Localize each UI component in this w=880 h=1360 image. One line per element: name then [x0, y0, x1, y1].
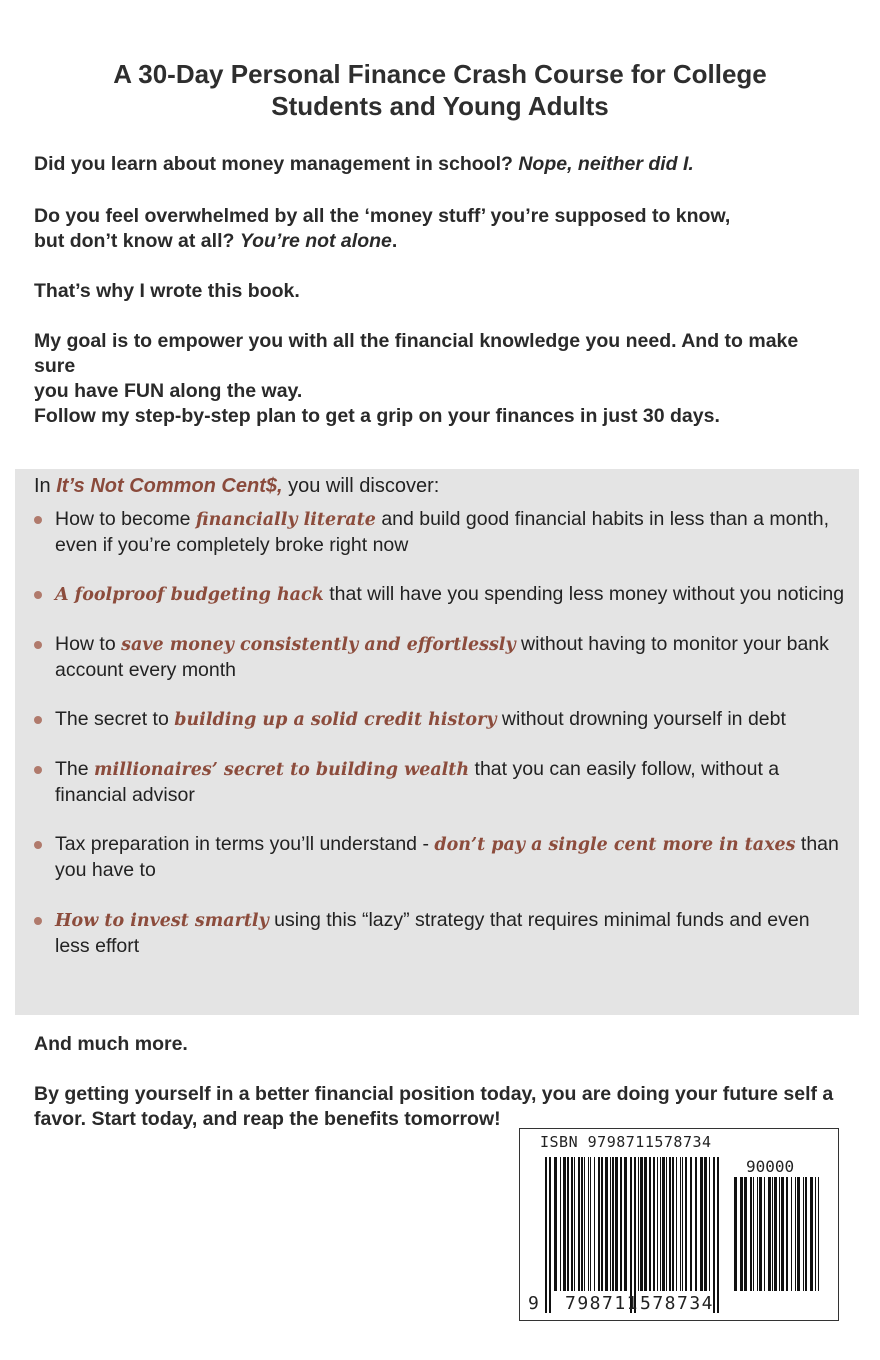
bullet-dot-icon: [34, 841, 42, 849]
intro-paragraph-3: That’s why I wrote this book.: [34, 280, 300, 302]
barcode-bar: [685, 1157, 687, 1291]
barcode-bar: [700, 1157, 703, 1291]
barcode-guard-bar: [717, 1157, 719, 1313]
barcode-bar: [709, 1157, 710, 1291]
bullet-dot-icon: [34, 917, 42, 925]
barcode-bar: [781, 1177, 784, 1291]
barcode-bar: [772, 1177, 773, 1291]
barcode-bar: [620, 1157, 622, 1291]
intro-paragraph-4: My goal is to empower you with all the financial knowledge you need. And to make sure you have FUN along the way.: [34, 330, 799, 402]
bullet-item: The millionaires’ secret to building wealth that you can easily follow, without a financial advisor: [34, 757, 849, 808]
barcode-bar: [818, 1177, 819, 1291]
barcode-bar: [560, 1157, 561, 1291]
barcode-digit-first: 9: [528, 1293, 541, 1314]
barcode-bar: [682, 1157, 683, 1291]
barcode-bar: [598, 1157, 600, 1291]
barcode-bar: [695, 1157, 697, 1291]
barcode-bars: [520, 1129, 838, 1320]
barcode-bar: [786, 1177, 788, 1291]
barcode-bar: [803, 1177, 804, 1291]
barcode-bar: [666, 1157, 667, 1291]
barcode-bar: [578, 1157, 580, 1291]
barcode-guard-bar: [713, 1157, 715, 1313]
barcode-bar: [574, 1157, 575, 1291]
barcode-guard-bar: [634, 1157, 636, 1313]
barcode-bar: [662, 1157, 665, 1291]
barcode-bar: [795, 1177, 796, 1291]
barcode-bar: [753, 1177, 754, 1291]
intro-paragraph-2: Do you feel overwhelmed by all the ‘money stuff’ you’re supposed to know, but don’t know at all? You’re not alone.: [34, 205, 731, 252]
barcode-bar: [612, 1157, 614, 1291]
barcode-guard-bar: [630, 1157, 632, 1313]
barcode-bar: [581, 1157, 583, 1291]
barcode-digit-group-2: 578734: [640, 1293, 715, 1314]
bullet-item: How to invest smartly using this “lazy” strategy that requires minimal funds and even less effort: [34, 908, 849, 959]
bullet-item: How to save money consistently and effortlessly without having to monitor your bank account every month: [34, 632, 849, 683]
discover-intro: In It’s Not Common Cent$, you will discover:: [34, 475, 440, 497]
price-addon-label: 90000: [746, 1157, 795, 1176]
barcode-bar: [588, 1157, 589, 1291]
intro-paragraph-1: Did you learn about money management in school? Nope, neither did I.: [34, 153, 694, 175]
isbn-barcode: [519, 1128, 839, 1321]
barcode-bar: [750, 1177, 752, 1291]
barcode-bar: [624, 1157, 627, 1291]
barcode-bar: [653, 1157, 655, 1291]
bullet-dot-icon: [34, 591, 42, 599]
barcode-bar: [774, 1177, 777, 1291]
barcode-bar: [690, 1157, 692, 1291]
barcode-bar: [605, 1157, 608, 1291]
barcode-bar: [768, 1177, 771, 1291]
barcode-bar: [764, 1177, 765, 1291]
barcode-bar: [638, 1157, 639, 1291]
barcode-bar: [590, 1157, 591, 1291]
barcode-bar: [744, 1177, 747, 1291]
closing-paragraph-2: By getting yourself in a better financial position today, you are doing your future self a favor. Start today, and reap the benefits tomorrow!: [34, 1083, 834, 1130]
barcode-digit-group-1: 798711: [565, 1293, 640, 1314]
bullet-item: How to become financially literate and build good financial habits in less than a month, even if you’re completely broke right now: [34, 507, 849, 558]
barcode-bar: [704, 1157, 707, 1291]
isbn-label: ISBN 9798711578734: [540, 1133, 712, 1151]
barcode-bar: [601, 1157, 603, 1291]
barcode-bar: [640, 1157, 643, 1291]
barcode-bar: [757, 1177, 758, 1291]
barcode-bar: [567, 1157, 569, 1291]
bullet-dot-icon: [34, 641, 42, 649]
barcode-bar: [594, 1157, 595, 1291]
barcode-guard-bar: [545, 1157, 547, 1313]
barcode-bar: [657, 1157, 658, 1291]
barcode-bar: [759, 1177, 762, 1291]
barcode-bar: [676, 1157, 677, 1291]
barcode-bar: [660, 1157, 661, 1291]
bullet-item: Tax preparation in terms you’ll understand - don’t pay a single cent more in taxes than you have to: [34, 832, 849, 883]
barcode-bar: [791, 1177, 792, 1291]
barcode-bar: [810, 1177, 813, 1291]
bullet-dot-icon: [34, 516, 42, 524]
bullet-item: The secret to building up a solid credit history without drowning yourself in debt: [34, 707, 849, 733]
barcode-bar: [680, 1157, 681, 1291]
barcode-bar: [805, 1177, 807, 1291]
barcode-bar: [669, 1157, 671, 1291]
barcode-bar: [649, 1157, 651, 1291]
barcode-bar: [610, 1157, 611, 1291]
barcode-bar: [644, 1157, 647, 1291]
intro-paragraph-5: Follow my step-by-step plan to get a grip on your finances in just 30 days.: [34, 405, 720, 427]
bullet-dot-icon: [34, 716, 42, 724]
closing-paragraph-1: And much more.: [34, 1033, 188, 1055]
book-title: It’s Not Common Cent$,: [56, 475, 283, 497]
barcode-bar: [740, 1177, 743, 1291]
barcode-bar: [554, 1157, 557, 1291]
barcode-bar: [563, 1157, 566, 1291]
barcode-guard-bar: [549, 1157, 551, 1313]
barcode-bar: [672, 1157, 674, 1291]
barcode-bar: [571, 1157, 573, 1291]
back-cover-title: [40, 58, 840, 122]
barcode-bar: [734, 1177, 737, 1291]
title-line-2: Students and Young Adults: [271, 91, 609, 121]
barcode-bar: [584, 1157, 585, 1291]
bullet-dot-icon: [34, 766, 42, 774]
barcode-bar: [615, 1157, 618, 1291]
barcode-bar: [797, 1177, 800, 1291]
barcode-bar: [815, 1177, 816, 1291]
barcode-bar: [779, 1177, 780, 1291]
title-line-1: A 30-Day Personal Finance Crash Course for College: [113, 59, 767, 89]
bullet-item: A foolproof budgeting hack that will have you spending less money without you noticing: [34, 582, 849, 608]
